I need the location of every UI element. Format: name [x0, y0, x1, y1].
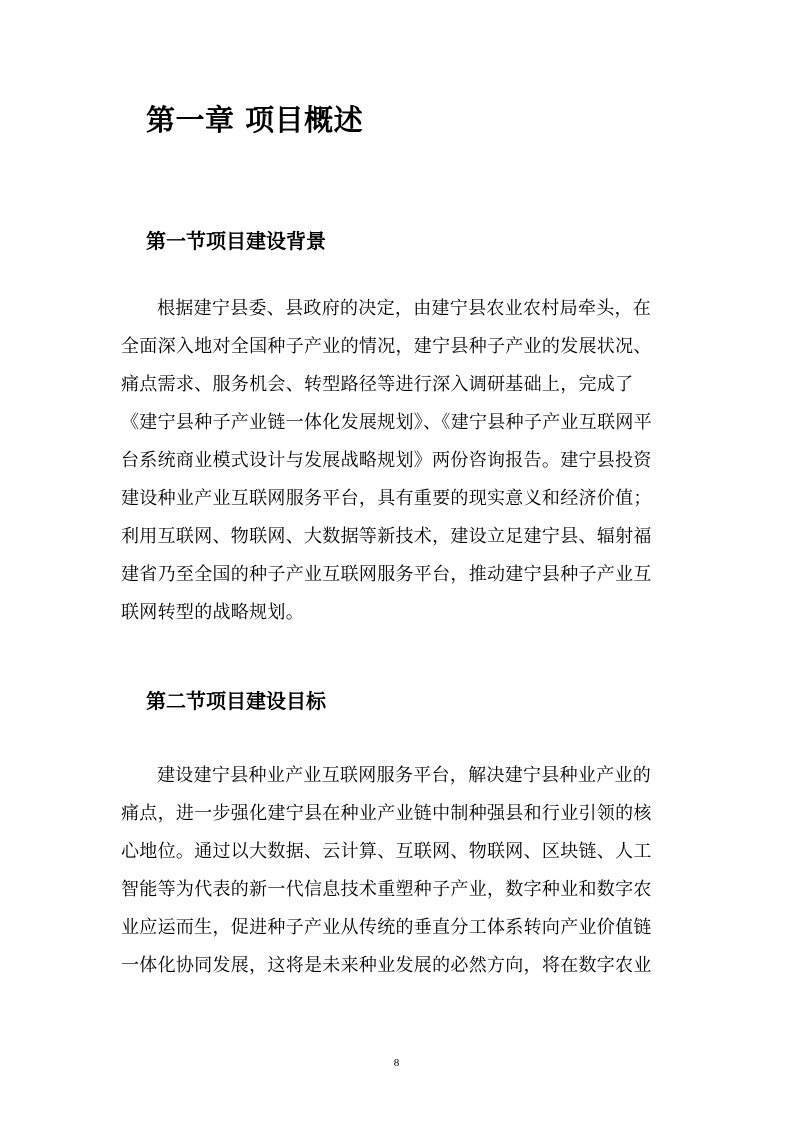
- paragraph-line: 痛点需求、服务机会、转型路径等进行深入调研基础上，完成了: [121, 374, 634, 395]
- paragraph-line: 全面深入地对全国种子产业的情况，建宁县种子产业的发展状况、: [121, 336, 652, 357]
- paragraph-line: 业应运而生，促进种子产业从传统的垂直分工体系转向产业价值链: [121, 917, 652, 938]
- paragraph-line: 台系统商业模式设计与发展战略规划》两份咨询报告。建宁县投资: [121, 450, 652, 471]
- paragraph-line: 《建宁县种子产业链一体化发展规划》、《建宁县种子产业互联网平: [121, 412, 652, 433]
- paragraph-line: 利用互联网、物联网、大数据等新技术，建设立足建宁县、辐射福: [121, 526, 652, 547]
- section-title-background: 第一节项目建设背景: [146, 229, 326, 253]
- paragraph-line: 建设建宁县种业产业互联网服务平台，解决建宁县种业产业的: [157, 765, 652, 786]
- paragraph-line: 智能等为代表的新一代信息技术重塑种子产业，数字种业和数字农: [121, 879, 652, 900]
- paragraph-background: [121, 290, 666, 632]
- paragraph-line: 心地位。通过以大数据、云计算、互联网、物联网、区块链、人工: [121, 841, 652, 862]
- paragraph-line: 痛点，进一步强化建宁县在种业产业链中制种强县和行业引领的核: [121, 803, 652, 824]
- paragraph-line: 根据建宁县委、县政府的决定，由建宁县农业农村局牵头，在: [157, 298, 652, 319]
- paragraph-line: 建省乃至全国的种子产业互联网服务平台，推动建宁县种子产业互: [121, 564, 652, 585]
- paragraph-line: 建设种业产业互联网服务平台，具有重要的现实意义和经济价值；: [121, 488, 652, 509]
- paragraph-line: 联网转型的战略规划。: [121, 602, 304, 623]
- page-number: 8: [393, 1057, 400, 1069]
- chapter-title: 第一章 项目概述: [146, 103, 364, 137]
- section-title-goals: 第二节项目建设目标: [146, 689, 326, 713]
- paragraph-goals: [121, 757, 666, 985]
- paragraph-line: 一体化协同发展，这将是未来种业发展的必然方向，将在数字农业: [121, 955, 652, 976]
